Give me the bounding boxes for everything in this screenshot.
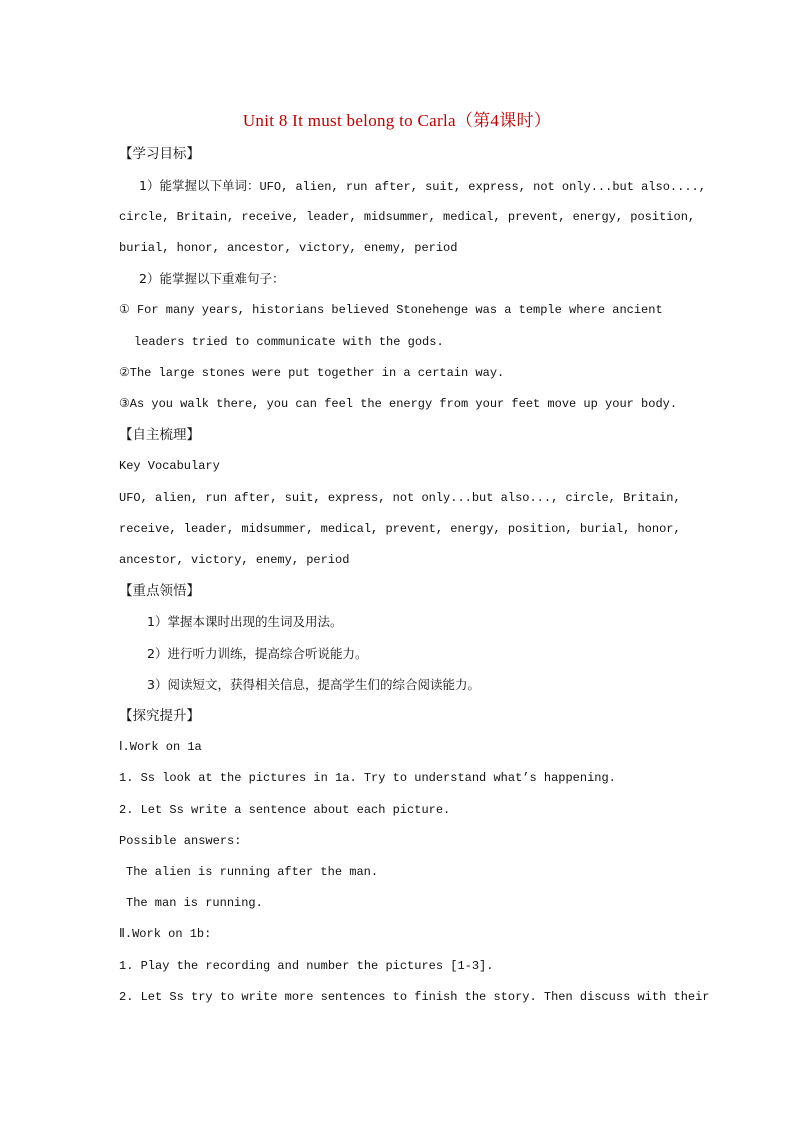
page-title: Unit 8 It must belong to Carla（第4课时）	[242, 111, 552, 130]
key-point-1: 1）掌握本课时出现的生词及用法。	[147, 614, 343, 629]
key-vocabulary-label: Key Vocabulary	[119, 459, 220, 473]
key-point-3: 3）阅读短文，获得相关信息，提高学生们的综合阅读能力。	[147, 677, 480, 692]
section-1-title: Ⅰ.Work on 1a	[119, 740, 202, 754]
self-study-heading: 【自主梳理】	[119, 427, 200, 443]
key-point-2: 2）进行听力训练，提高综合听说能力。	[147, 646, 368, 661]
words-line-3: burial, honor, ancestor, victory, enemy, period	[119, 241, 458, 255]
explore-heading: 【探究提升】	[119, 708, 200, 724]
section-2-title: Ⅱ.Work on 1b:	[119, 927, 212, 941]
words-label: 1）能掌握以下单词：	[139, 178, 260, 193]
answer-2: The man is running.	[126, 896, 263, 910]
words-line-1	[139, 178, 706, 195]
objectives-heading: 【学习目标】	[119, 146, 200, 162]
sentence-3: ③As you walk there, you can feel the energy from your feet move up your body.	[119, 397, 678, 411]
words-line-2: circle, Britain, receive, leader, midsummer, medical, prevent, energy, position,	[119, 210, 696, 224]
sentence-1-line-2: leaders tried to communicate with the gods.	[134, 335, 444, 349]
sentences-label: 2）能掌握以下重难句子：	[139, 271, 285, 286]
vocab-line-2: receive, leader, midsummer, medical, prevent, energy, position, burial, honor,	[119, 522, 681, 536]
possible-answers-label: Possible answers:	[119, 834, 242, 848]
sentence-1-line-1: ① For many years, historians believed Stonehenge was a temple where ancient	[119, 303, 663, 317]
key-points-heading: 【重点领悟】	[119, 583, 200, 599]
vocab-line-3: ancestor, victory, enemy, period	[119, 553, 350, 567]
sentence-2: ②The large stones were put together in a certain way.	[119, 366, 505, 380]
section-2-item-2: 2. Let Ss try to write more sentences to finish the story. Then discuss with their	[119, 990, 710, 1004]
answer-1: The alien is running after the man.	[126, 865, 379, 879]
section-1-item-2: 2. Let Ss write a sentence about each picture.	[119, 803, 451, 817]
section-1-item-1: 1. Ss look at the pictures in 1a. Try to understand what’s happening.	[119, 771, 616, 785]
words-list-1: UFO, alien, run after, suit, express, not only...but also....,	[259, 180, 706, 194]
section-2-item-1: 1. Play the recording and number the pictures [1-3].	[119, 959, 494, 973]
vocab-line-1: UFO, alien, run after, suit, express, not only...but also..., circle, Britain,	[119, 491, 681, 505]
